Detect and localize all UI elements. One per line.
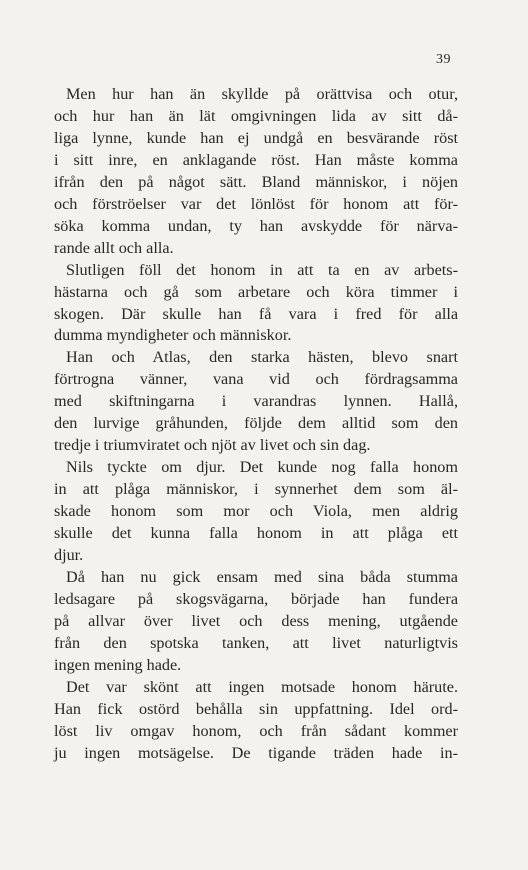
text-line: skogen. Där skulle han få vara i fred för alla [54, 304, 458, 323]
text-line: tredje i triumviratet och njöt av livet och sin dag. [54, 436, 371, 455]
text-line: ifrån den på något sätt. Bland människor, i nöjen [54, 172, 458, 191]
text-line: ingen mening hade. [54, 655, 182, 674]
body-text [54, 84, 458, 765]
text-line: ju ingen motsägelse. De tigande träden hade in- [54, 743, 458, 762]
text-line: på allvar över livet och dess mening, utgående [54, 611, 458, 630]
text-line: djur. [54, 546, 84, 565]
text-line: förtrogna vänner, vana vid och fördragsamma [54, 370, 458, 389]
text-line: Det var skönt att ingen motsade honom härute. [66, 677, 458, 696]
text-line: från den spotska tanken, att livet naturligtvis [54, 633, 458, 652]
text-line: liga lynne, kunde han ej undgå en besvärande röst [54, 128, 458, 147]
text-line: dumma myndigheter och människor. [54, 326, 292, 345]
text-line: löst liv omgav honom, och från sådant kommer [54, 721, 458, 740]
text-line: skade honom som mor och Viola, men aldrig [54, 502, 458, 521]
text-line: och förströelser var det lönlöst för honom att för- [54, 194, 458, 213]
text-line: söka komma undan, ty han avskydde för närva- [54, 216, 458, 235]
page-number: 39 [436, 52, 451, 67]
text-line: Slutligen föll det honom in att ta en av arbets- [66, 260, 458, 279]
text-line: Han och Atlas, den starka hästen, blevo snart [66, 348, 458, 367]
text-line: in att plåga människor, i synnerhet dem som äl- [54, 480, 458, 499]
text-line: rande allt och alla. [54, 238, 174, 257]
text-line: hästarna och gå som arbetare och köra timmer i [54, 282, 458, 301]
text-line: i sitt inre, en anklagande röst. Han måste komma [54, 150, 458, 169]
text-line: Men hur han än skyllde på orättvisa och otur, [66, 85, 458, 103]
text-line: Han fick ostörd behålla sin uppfattning. Idel ord- [54, 699, 458, 718]
text-line: Nils tyckte om djur. Det kunde nog falla honom [66, 458, 458, 477]
text-line: den lurvige gråhunden, följde dem alltid som den [54, 414, 458, 433]
text-line: Då han nu gick ensam med sina båda stumma [66, 567, 458, 586]
text-line: och hur han än lät omgivningen lida av sitt då- [54, 106, 458, 125]
text-line: med skiftningarna i varandras lynnen. Hallå, [54, 392, 458, 411]
text-line: skulle det kunna falla honom in att plåga ett [54, 524, 458, 543]
text-line: ledsagare på skogsvägarna, började han fundera [54, 589, 458, 608]
